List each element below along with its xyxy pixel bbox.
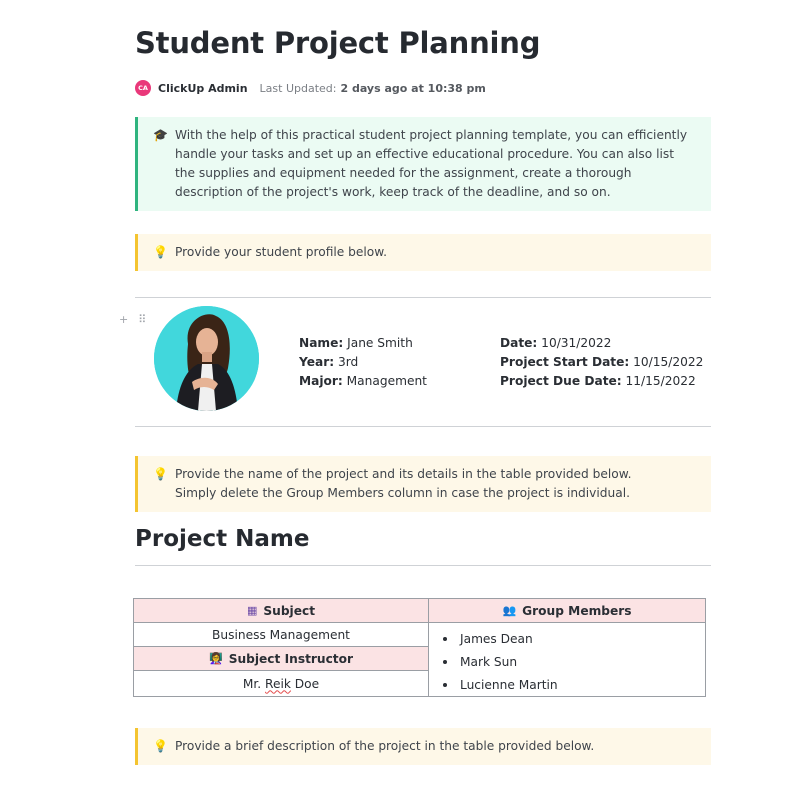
project-table-left-column <box>134 599 429 696</box>
profile-date: Date: 10/31/2022 <box>500 336 612 350</box>
teacher-icon: 👩‍🏫 <box>208 652 223 665</box>
profile-due-date: Project Due Date: 11/15/2022 <box>500 374 696 388</box>
doc-meta <box>135 79 486 97</box>
profile-major: Major: Management <box>299 374 427 388</box>
profile-year: Year: 3rd <box>299 355 359 369</box>
list-item[interactable]: James Dean <box>443 627 558 650</box>
group-members-list <box>443 627 558 696</box>
profile-left <box>299 334 427 391</box>
notebook-icon: ▦ <box>246 604 258 617</box>
bullet-icon <box>443 660 447 664</box>
project-table <box>133 598 706 697</box>
lightbulb-icon: 💡 <box>153 739 168 753</box>
profile-start-date: Project Start Date: 10/15/2022 <box>500 355 704 369</box>
tip-callout-project[interactable] <box>135 456 711 512</box>
group-members-header-cell[interactable]: 👥 Group Members <box>429 599 705 623</box>
tip-callout-description[interactable] <box>135 728 711 765</box>
lightbulb-icon: 💡 <box>153 467 168 481</box>
subject-header-cell[interactable]: ▦ Subject <box>134 599 428 623</box>
tip-text: Provide your student profile below. <box>175 245 387 259</box>
add-block-icon[interactable]: + <box>119 313 129 326</box>
tip-text: Provide a brief description of the project in the table provided below. <box>175 739 595 753</box>
tip-callout-profile[interactable] <box>135 234 711 271</box>
instructor-value-cell[interactable]: Mr. Reik Doe <box>242 676 320 691</box>
page-title: Student Project Planning <box>135 26 541 60</box>
last-updated-label: Last Updated: <box>259 81 337 95</box>
profile-right <box>500 334 703 391</box>
project-table-right-column <box>429 599 705 696</box>
intro-callout-text: With the help of this practical student project planning template, you can efficiently handle your tasks and set up an effective educational procedure. You can also list the supplies and equipment needed for the assignment, create a thorough description of the project's work, keep track of the deadline, and so on. <box>175 128 688 199</box>
lightbulb-icon: 💡 <box>153 245 168 259</box>
project-name-heading: Project Name <box>135 526 310 552</box>
author-name[interactable]: ClickUp Admin <box>158 81 248 95</box>
tip-text: Provide the name of the project and its details in the table provided below. Simply delete the Group Members column in case the project is individual. <box>175 467 632 500</box>
instructor-header-cell[interactable]: 👩‍🏫 Subject Instructor <box>134 647 428 671</box>
profile-name: Name: Jane Smith <box>299 336 413 350</box>
divider <box>135 297 711 298</box>
avatar[interactable]: CA <box>135 80 151 96</box>
intro-callout[interactable] <box>135 117 711 211</box>
list-item[interactable]: Mark Sun <box>443 650 558 673</box>
misspelled-word: Reik <box>265 676 291 691</box>
divider <box>135 426 711 427</box>
divider <box>135 565 711 566</box>
list-item[interactable]: Lucienne Martin <box>443 673 558 696</box>
block-handles[interactable] <box>119 313 146 326</box>
drag-handle-icon[interactable]: ⠿ <box>138 313 147 326</box>
group-icon: 👥 <box>502 604 517 617</box>
subject-value-cell[interactable]: Business Management <box>134 623 428 647</box>
student-photo[interactable] <box>154 306 259 411</box>
bullet-icon <box>443 683 447 687</box>
last-updated-value: 2 days ago at 10:38 pm <box>340 81 486 95</box>
graduation-cap-icon: 🎓 <box>153 128 168 142</box>
student-photo-image <box>154 306 259 411</box>
bullet-icon <box>443 637 447 641</box>
